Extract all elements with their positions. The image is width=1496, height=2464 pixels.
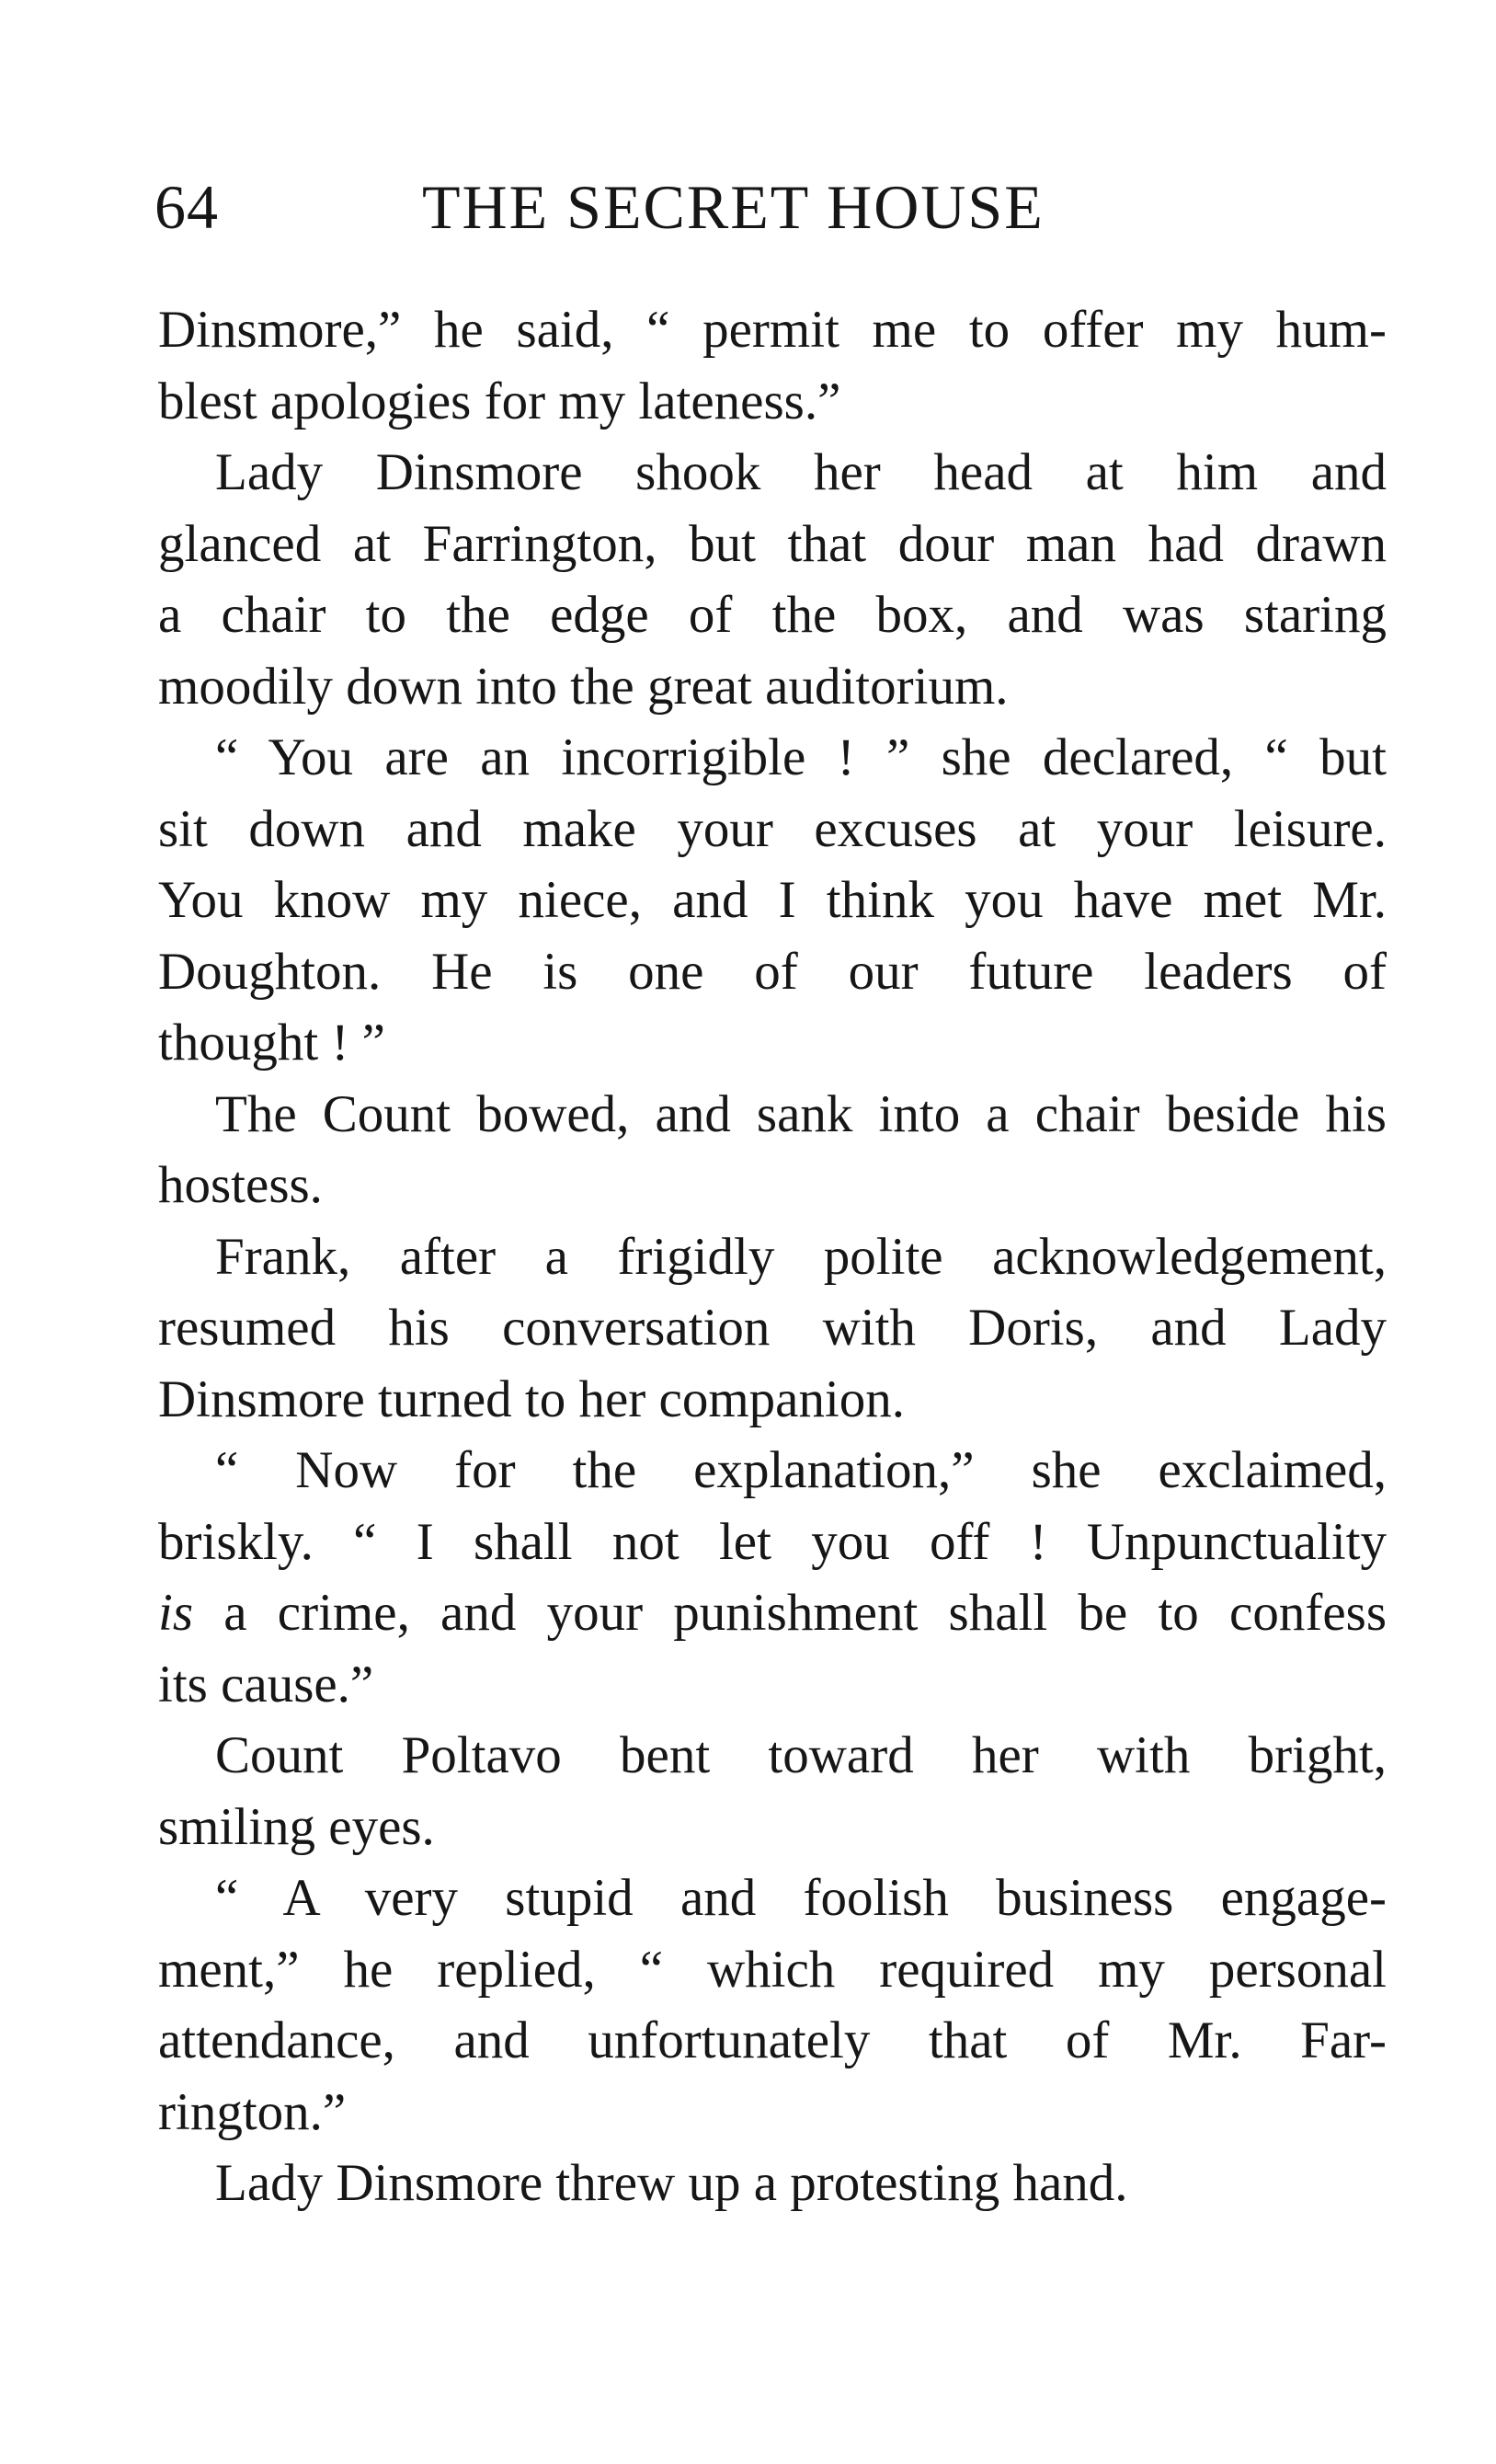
text-line: sit down and make your excuses at your leisure. bbox=[158, 799, 1387, 858]
text-line: ment,” he replied, “ which required my personal bbox=[158, 1940, 1387, 1999]
text-line: Count Poltavo bent toward her with bright, bbox=[215, 1726, 1387, 1784]
text-line: moodily down into the great auditorium. bbox=[158, 657, 1009, 716]
text-line: is a crime, and your punishment shall be to confess bbox=[158, 1584, 1387, 1642]
running-head bbox=[154, 170, 1405, 244]
text-line: You know my niece, and I think you have met Mr. bbox=[158, 871, 1387, 929]
text-line: Dinsmore turned to her companion. bbox=[158, 1370, 906, 1428]
text-line: briskly. “ I shall not let you off ! Unpunctuality bbox=[158, 1512, 1387, 1571]
text-line: hostess. bbox=[158, 1156, 323, 1214]
text-line: Lady Dinsmore threw up a protesting hand. bbox=[215, 2154, 1128, 2212]
text-line: smiling eyes. bbox=[158, 1797, 435, 1856]
body-text bbox=[158, 294, 1387, 2219]
text-line: Lady Dinsmore shook her head at him and bbox=[215, 443, 1387, 501]
text-line: attendance, and unfortunately that of Mr. Far- bbox=[158, 2011, 1387, 2069]
text-line: “ A very stupid and foolish business engage- bbox=[215, 1869, 1387, 1927]
text-line: “ Now for the explanation,” she exclaimed, bbox=[215, 1441, 1387, 1499]
text-line: blest apologies for my lateness.” bbox=[158, 372, 841, 430]
text-line: “ You are an incorrigible ! ” she declared, “ but bbox=[215, 728, 1387, 786]
running-title: THE SECRET HOUSE bbox=[422, 172, 1045, 242]
text-line: rington.” bbox=[158, 2082, 347, 2141]
text-line: Doughton. He is one of our future leaders of bbox=[158, 942, 1387, 1001]
text-line: resumed his conversation with Doris, and Lady bbox=[158, 1299, 1387, 1357]
text-line: a chair to the edge of the box, and was staring bbox=[158, 586, 1387, 644]
page-number: 64 bbox=[154, 172, 219, 242]
text-line: Frank, after a frigidly polite acknowledgement, bbox=[215, 1227, 1387, 1286]
text-line: The Count bowed, and sank into a chair beside his bbox=[215, 1084, 1387, 1143]
text-line: glanced at Farrington, but that dour man had drawn bbox=[158, 514, 1387, 573]
text-line: Dinsmore,” he said, “ permit me to offer my hum- bbox=[158, 301, 1387, 359]
text-line: its cause.” bbox=[158, 1655, 374, 1713]
text-line: thought ! ” bbox=[158, 1014, 385, 1072]
